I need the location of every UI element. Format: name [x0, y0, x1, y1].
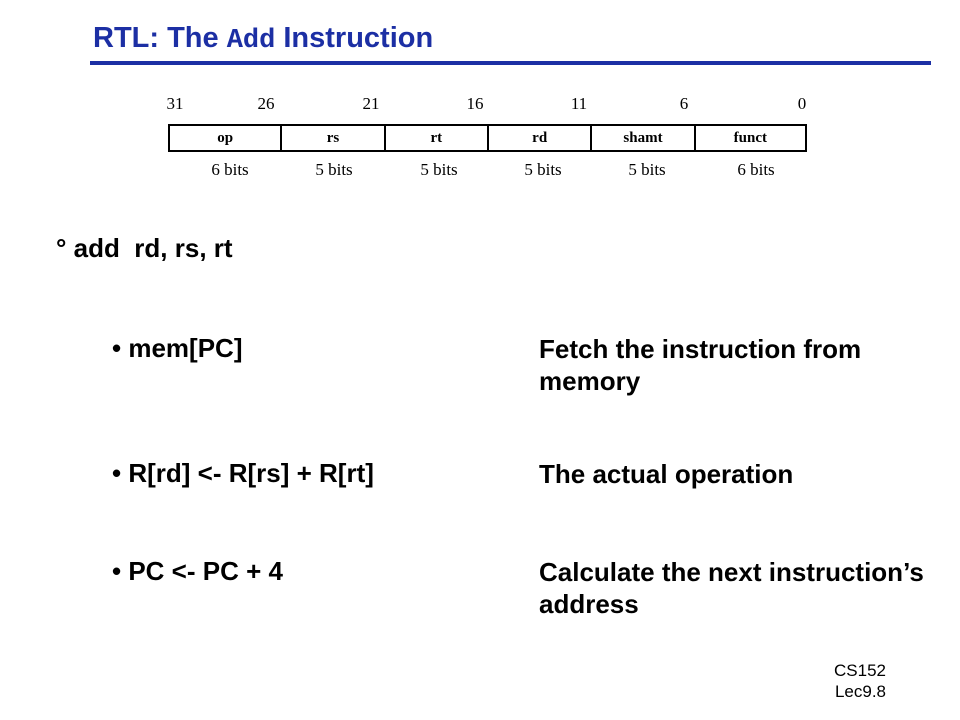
title-rule [90, 61, 931, 65]
bit-number: 26 [257, 94, 275, 113]
slide-title [93, 22, 433, 56]
command-text: PC <- PC + 4 [128, 556, 283, 586]
bullet: • [112, 458, 122, 488]
field-width: 6 bits [211, 160, 249, 179]
field-boxes [168, 124, 807, 152]
field-width: 6 bits [737, 160, 775, 179]
field-op: op [170, 126, 282, 150]
step-description: Calculate the next instruction’s address [539, 557, 939, 619]
step-description: Fetch the instruction from memory [539, 334, 862, 396]
field-rt: rt [386, 126, 489, 150]
field-width: 5 bits [524, 160, 562, 179]
step-command [112, 333, 242, 364]
item-marker: ° [56, 233, 67, 263]
lecture-label: Lec9.8 [834, 682, 886, 701]
bullet: • [112, 333, 122, 363]
field-rd: rd [489, 126, 592, 150]
command-text: R[rd] <- R[rs] + R[rt] [128, 458, 374, 488]
instruction-syntax [56, 233, 233, 264]
title-suffix: Instruction [275, 22, 434, 54]
slide-footer [834, 660, 886, 702]
syntax-text: add rd, rs, rt [73, 233, 233, 263]
title-prefix: RTL: The [93, 22, 227, 54]
field-rs: rs [282, 126, 385, 150]
step-command [112, 458, 374, 489]
bit-number: 16 [466, 94, 484, 113]
step-description: The actual operation [539, 459, 794, 489]
field-funct: funct [733, 129, 767, 146]
field-width: 5 bits [628, 160, 666, 179]
course-label: CS152 [834, 661, 886, 680]
bit-number: 21 [362, 94, 380, 113]
bullet: • [112, 556, 122, 586]
field-width: 5 bits [315, 160, 353, 179]
step-command [112, 556, 283, 587]
bit-number: 11 [570, 94, 588, 113]
bit-number: 6 [679, 94, 689, 113]
bit-number: 31 [166, 94, 184, 113]
field-width: 5 bits [420, 160, 458, 179]
bit-number: 0 [797, 94, 807, 113]
title-mono: Add [226, 26, 276, 56]
field-shamt: shamt [592, 126, 695, 150]
command-text: mem[PC] [128, 333, 243, 363]
